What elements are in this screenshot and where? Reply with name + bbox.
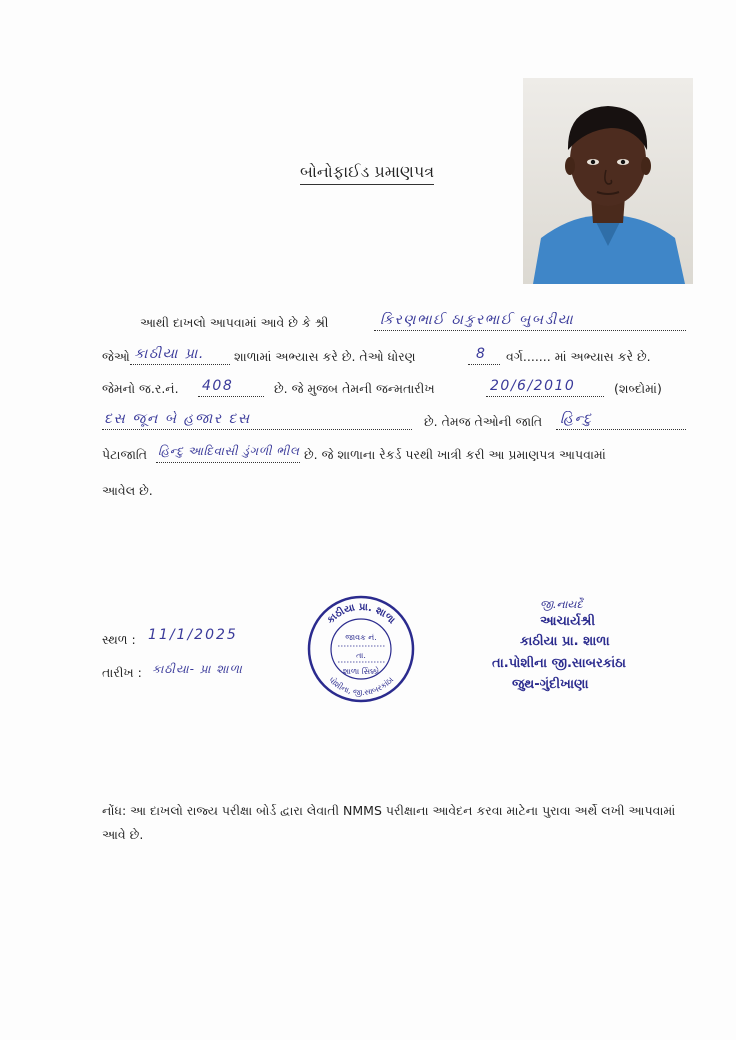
line5-suffix: છે. જે શાળાના રેકર્ડ પરથી ખાત્રી કરી આ પ્રમાણપત્ર આપવામાં [304,447,606,462]
subcaste-value: હિન્દુ આદિવાસી ડુંગળી ભીલ [158,444,300,458]
principal-title: આચાર્યશ્રી [540,614,596,629]
line3-middle: છે. જે મુજબ તેમની જન્મતારીખ [274,381,435,396]
seal-bottom-text: પોશીના, જી.સાબરકાંઠા [326,675,396,698]
principal-signature: જી.નાયર્દેં [540,598,583,611]
stamp-cluster: જુથ-ગુંદીખાણા [512,677,589,692]
line-dob-words [102,411,692,433]
seal-corner-text: શાળા સિક્કો [342,667,380,676]
line-name [102,312,692,334]
line2-middle: શાળામાં અભ્યાસ કરે છે. તેઓ ધોરણ [234,349,416,364]
line-dob [102,378,692,400]
dotted-line [156,462,300,463]
birth-date: 20/6/2010 [490,378,576,394]
dotted-line [102,429,412,430]
svg-text:કાઠીયા પ્રા. શાળા [325,602,397,627]
dotted-line [556,429,686,430]
place-value: 11/1/2025 [148,627,238,643]
caste-value: હિન્દુ [560,411,593,427]
certificate-title: બોનોફાઈડ પ્રમાણપત્ર [300,162,434,185]
date-label: તારીખ : [102,665,142,680]
seal-top-text: કાઠીયા પ્રા. શાળા [325,601,397,627]
seal-middle-text: જાવક નં. [345,633,377,642]
line2-prefix: જેઓ [102,349,130,364]
gr-number: 408 [202,378,234,394]
line-school [102,346,692,368]
place-label: સ્થળ : [102,632,136,647]
school-name: કાઠીયા પ્રા. [134,346,205,362]
footnote: નોંધ: આ દાખલો રાજ્ય પરીક્ષા બોર્ડ દ્વારા લેવાતી NMMS પરીક્ષાના આવેદન કરવા માટેના પુરાવા અર્થે લખી આપવામાં આવે છે. [102,803,676,842]
line1-text: આથી દાખલો આપવામાં આવે છે કે શ્રી [140,315,329,330]
dotted-line [468,364,500,365]
seal-middle2-text: તા. [356,651,366,660]
dotted-line [198,396,264,397]
dotted-line [374,330,686,331]
standard-value: 8 [476,346,487,362]
line3-suffix: (શબ્દોમાં) [614,381,662,396]
student-name: કિરણભાઈ ઠાકુરભાઈ બુબડીયા [380,312,575,328]
school-seal [306,594,416,704]
dotted-line [486,396,604,397]
line6-text: આવેલ છે. [102,483,153,498]
line5-prefix: પેટાજાતિ [102,447,148,462]
line4-middle: છે. તેમજ તેઓની જાતિ [424,414,543,429]
line-subcaste [102,444,692,466]
student-photo [523,78,693,284]
line2-suffix: વર્ગ....... માં અભ્યાસ કરે છે. [506,349,651,364]
dotted-line [130,364,230,365]
line-closing [102,480,692,502]
stamp-school-name: કાઠીયા પ્રા. શાળા [520,634,610,649]
birth-date-words: દસ જૂન બે હજાર દસ [104,411,251,427]
stamp-taluka: તા.પોશીના જી.સાબરકાંઠા [492,656,626,671]
line3-prefix: જેમનો જ.ર.નં. [102,381,179,396]
date-value: કાઠીયા- પ્રા શાળા [152,662,243,676]
